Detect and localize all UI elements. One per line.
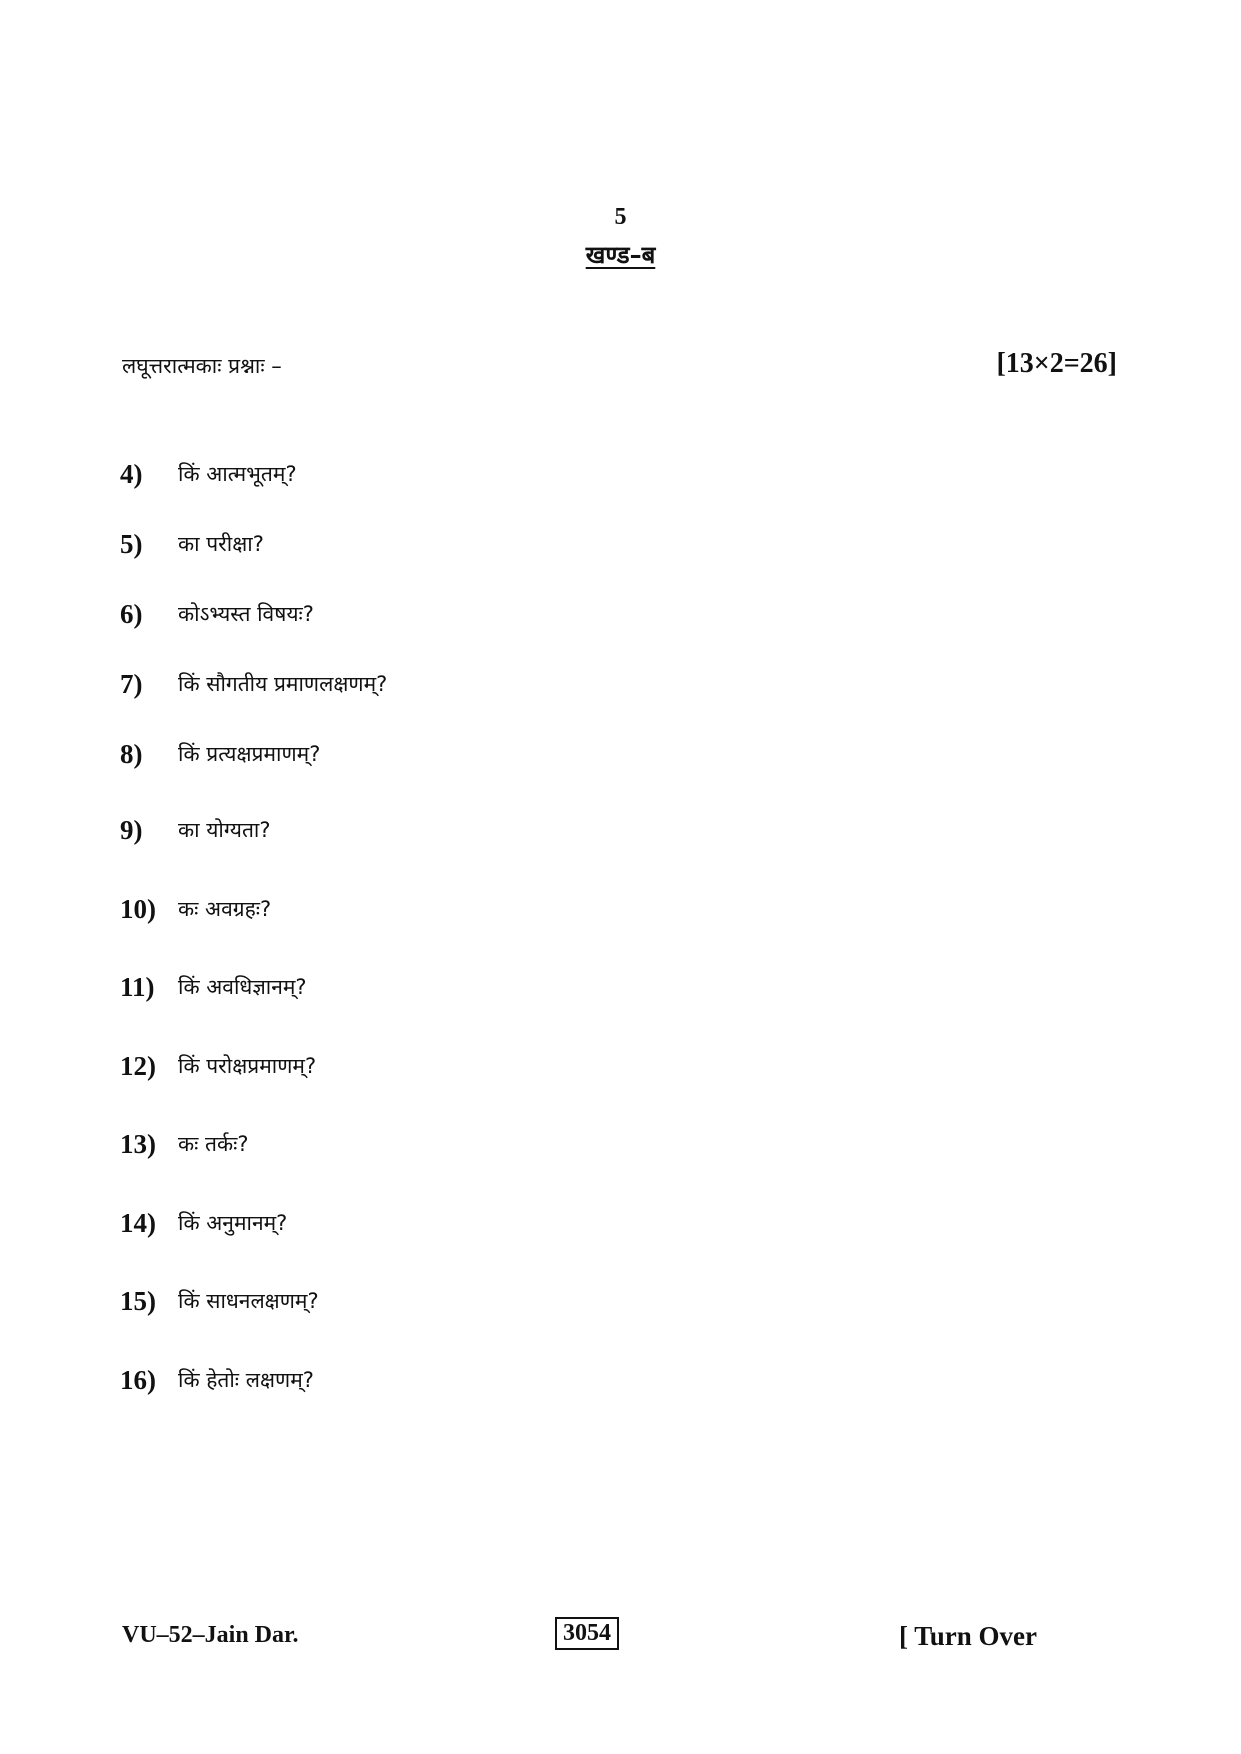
question-item (120, 454, 297, 494)
footer-paper-code: VU–52–Jain Dar. (122, 1622, 299, 1648)
question-item (120, 1281, 319, 1321)
question-text: कः तर्कः? (178, 1132, 249, 1156)
question-text: का योग्यता? (178, 818, 271, 842)
question-number: 14) (120, 1207, 156, 1238)
question-item (120, 524, 264, 564)
question-number: 12) (120, 1050, 156, 1081)
question-item (120, 1046, 316, 1086)
question-item (120, 1203, 287, 1243)
question-text: किं प्रत्यक्षप्रमाणम्? (178, 742, 321, 766)
question-text: किं अवधिज्ञानम्? (178, 975, 307, 999)
question-item (120, 734, 320, 774)
question-item (120, 967, 307, 1007)
question-number: 5) (120, 528, 143, 559)
question-text: किं हेतोः लक्षणम्? (178, 1368, 314, 1392)
question-number: 7) (120, 668, 143, 699)
instruction-text: लघूत्तरात्मकाः प्रश्नाः – (122, 354, 282, 378)
question-item (120, 1124, 249, 1164)
question-text: किं सौगतीय प्रमाणलक्षणम्? (178, 672, 388, 696)
question-text: किं परोक्षप्रमाणम्? (178, 1054, 317, 1078)
marks-scheme: [13×2=26] (996, 348, 1117, 379)
question-text: किं साधनलक्षणम्? (178, 1289, 319, 1313)
question-number: 13) (120, 1128, 156, 1159)
question-item (120, 1360, 314, 1400)
section-title: खण्ड–ब (585, 241, 656, 269)
question-item (120, 594, 314, 634)
question-text: कः अवग्रहः? (178, 897, 272, 921)
footer-boxed-number: 3054 (555, 1617, 619, 1650)
question-number: 10) (120, 893, 156, 924)
question-number: 15) (120, 1285, 156, 1316)
question-number: 8) (120, 738, 143, 769)
question-text: किं आत्मभूतम्? (178, 462, 297, 486)
question-number: 16) (120, 1364, 156, 1395)
footer-turn-over: [ Turn Over (899, 1621, 1038, 1651)
question-item (120, 810, 271, 850)
question-number: 11) (120, 971, 155, 1002)
question-text: का परीक्षा? (178, 532, 264, 556)
question-number: 9) (120, 814, 143, 845)
question-number: 4) (120, 458, 143, 489)
question-item (120, 889, 271, 929)
question-item (120, 664, 387, 704)
page-number: 5 (614, 204, 627, 230)
question-number: 6) (120, 598, 143, 629)
question-text: कोऽभ्यस्त विषयः? (178, 602, 314, 626)
question-text: किं अनुमानम्? (178, 1211, 288, 1235)
